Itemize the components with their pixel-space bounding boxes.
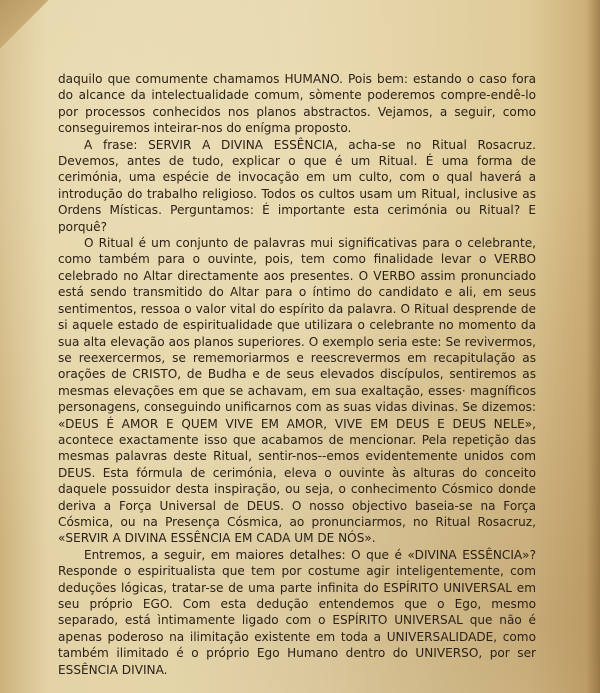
paragraph-4: Entremos, a seguir, em maiores detalhes: O que é «DIVINA ESSÊNCIA»? Responde o espiritualista que tem por costume agir inteligentemente, com deduções lógicas, tratar-se de uma parte infinita do ESPÍRITO UNIVERSAL em seu próprio EGO. Com esta dedução entendemos que o Ego, mesmo separado, está ìntimamente ligado com o ESPÍRITO UNIVERSAL que não é apenas poderoso na ilimitação existente em toda a UNIVERSALIDADE, como também ilimitado é o próprio Ego Humano dentro do UNIVERSO, por ser ESSÊNCIA DIVINA. (58, 547, 536, 677)
page-corner (0, 0, 60, 60)
body-text (58, 71, 536, 678)
paragraph-1: daquilo que comumente chamamos HUMANO. Pois bem: estando o caso fora do alcance da intelectualidade comum, sòmente poderemos compre-endê-lo por processos conhecidos nos planos abstractos. Vejamos, a seguir, como conseguiremos inteirar-nos do enígma proposto. (58, 72, 536, 136)
page-edge-shadow (586, 0, 600, 693)
paragraph-2: A frase: SERVIR A DIVINA ESSÊNCIA, acha-se no Ritual Rosacruz. Devemos, antes de tudo, explicar o que é um Ritual. É uma forma de cerimónia, uma espécie de invocação em um culto, com o qual haverá a introdução do trabalho religioso. Todos os cultos usam um Ritual, inclusive as Ordens Místicas. Perguntamos: É importante esta cerimónia ou Ritual? E porquê? (58, 137, 536, 234)
paragraph-3: O Ritual é um conjunto de palavras mui significativas para o celebrante, como também para o ouvinte, pois, tem como finalidade levar o VERBO celebrado no Altar directamente aos presentes. O VERBO assim pronunciado está sendo transmitido do Altar para o íntimo do candidato e ali, em seus sentimentos, ressoa o valor vital do espírito da palavra. O Ritual desprende de si aquele estado de espiritualidade que utilizara o celebrante no momento da sua alta elevação aos planos superiores. O exemplo seria este: Se revivermos, se reexercermos, se rememoriarmos e reescrevermos em recapitulação as orações de CRISTO, de Budha e de seus elevados discípulos, sentiremos as mesmas elevações em que se achavam, em sua exaltação, esses· magníficos personagens, conseguindo unificarnos com as suas vidas divinas. Se dizemos: «DEUS É AMOR E QUEM VIVE EM AMOR, VIVE EM DEUS E DEUS NELE», acontece exactamente isso que acabamos de mencionar. Pela repetição das mesmas palavras deste Ritual, sentir-nos--emos evidentemente unidos com DEUS. Esta fórmula de cerimónia, eleva o ouvinte às alturas do conceito daquele possuidor desta inspiração, ou seja, o conhecimento Cósmico donde deriva a Força Universal de DEUS. O nosso objectivo baseia-se na Força Cósmica, ou na Presença Cósmica, ao pronunciarmos, no Ritual Rosacruz, «SERVIR A DIVINA ESSÊNCIA EM CADA UM DE NÓS». (58, 236, 536, 546)
